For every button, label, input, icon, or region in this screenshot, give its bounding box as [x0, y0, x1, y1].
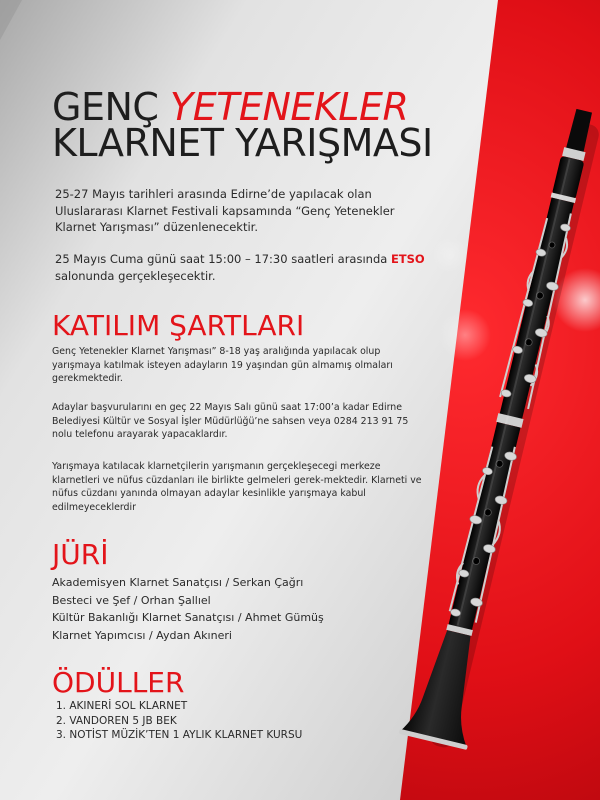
- prize-item: 1. AKINERİ SOL KLARNET: [56, 700, 188, 712]
- venue-highlight: ETSO: [390, 252, 425, 266]
- conditions-paragraph-1: Genç Yetenekler Klarnet Yarışması” 8-18 yaş aralığında yapılacak olup yarışmaya katılmak isteyen adayların 19 yaşından gün almamış olmaları gerekmektedir.: [52, 346, 393, 384]
- conditions-paragraph-3: Yarışmaya katılacak klarnetçilerin yarışmanın gerçekleşecegi merkeze klarnetleri ve nüfus cüzdanları ile birlikte gelmeleri gerek-mektedir. Klarneti ve nüfus cüzdanı yanında olmayan adaylar kesinlikle yarışmaya kabul edilmeyeceklerdir: [52, 461, 422, 513]
- prizes-heading: ÖDÜLLER: [52, 666, 185, 699]
- intro-paragraph-1: 25-27 Mayıs tarihleri arasında Edirne’de yapılacak olan Uluslararası Klarnet Festivali kapsamında “Genç Yetenekler Klarnet Yarışması” düzenlenecektir.: [55, 187, 395, 234]
- jury-heading: JÜRİ: [52, 538, 109, 571]
- intro-paragraph-2-text: 25 Mayıs Cuma günü saat 15:00 – 17:30 saatleri arasında: [55, 252, 391, 266]
- intro-paragraph-2: [55, 251, 425, 284]
- conditions-heading: KATILIM ŞARTLARI: [52, 309, 305, 342]
- intro-paragraph-2-end: salonunda gerçekleşecektir.: [55, 268, 216, 283]
- title-word-yetenekler: YETENEKLER: [170, 85, 409, 129]
- jury-member: Akademisyen Klarnet Sanatçısı / Serkan Çağrı: [52, 576, 304, 589]
- jury-member: Kültür Bakanlığı Klarnet Sanatçısı / Ahmet Gümüş: [52, 611, 324, 624]
- light-spot: [439, 309, 491, 361]
- title-word-genc: GENÇ: [52, 85, 170, 129]
- prize-item: 2. VANDOREN 5 JB BEK: [56, 714, 177, 727]
- jury-list: [52, 574, 324, 644]
- prize-list: [56, 699, 302, 743]
- prize-item: 3. NOTİST MÜZİK’TEN 1 AYLIK KLARNET KURSU: [56, 729, 303, 741]
- light-spot: [432, 237, 468, 273]
- conditions-paragraph-2: Adaylar başvurularını en geç 22 Mayıs Salı günü saat 17:00’a kadar Edirne Belediyesi Kültür ve Sosyal İşler Müdürlüğü’ne sahsen veya 0284 213 91 75 nolu telefonu arayarak yapacaklardır.: [52, 402, 409, 440]
- jury-member: Besteci ve Şef / Orhan Şallıel: [52, 593, 211, 607]
- jury-member: Klarnet Yapımcısı / Aydan Akıneri: [52, 628, 232, 642]
- page-title-line-2: KLARNET YARIŞMASI: [52, 121, 433, 165]
